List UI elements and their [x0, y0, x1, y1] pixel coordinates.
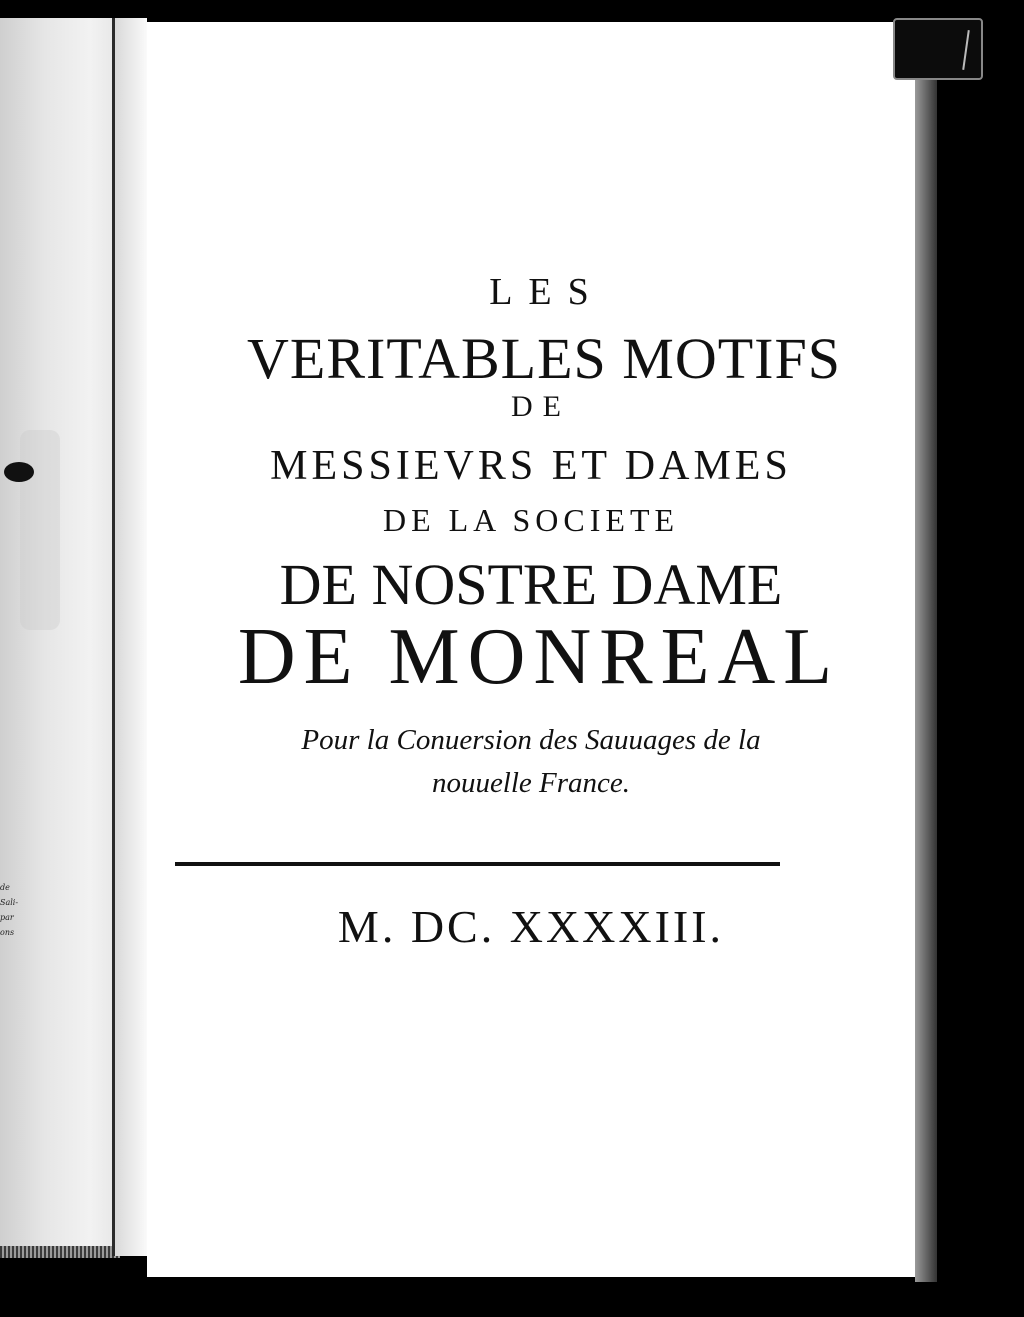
margin-note-line: par: [0, 913, 14, 922]
horizontal-rule: [175, 862, 780, 866]
title-line-de-nostre-dame: DE NOSTRE DAME: [279, 552, 783, 617]
left-facing-page: [0, 18, 112, 1256]
subtitle-line-2: nouuelle France.: [431, 767, 631, 799]
title-line-messieurs-et-dames: MESSIEVRS ET DAMES: [270, 443, 792, 489]
title-line-de: DE: [511, 390, 571, 423]
title-line-de-monreal: DE MONREAL: [237, 613, 841, 701]
title-line-les: LES: [489, 271, 605, 313]
margin-note-line: ons: [0, 928, 15, 937]
publication-date: M. DC. XXXXIII.: [337, 901, 725, 952]
margin-note-line: Sali-: [0, 898, 19, 907]
left-page-fold-shadow: [20, 430, 60, 630]
book-spine-strip: [0, 1246, 120, 1258]
title-line-de-la-societe: DE LA SOCIETE: [382, 502, 680, 538]
page-clip: [893, 18, 983, 80]
left-margin-note: [0, 880, 20, 940]
gutter-shadow: [115, 18, 147, 1256]
left-page-ink-mark: [4, 462, 34, 482]
subtitle-line-1: Pour la Conuersion des Sauuages de la: [301, 724, 761, 756]
margin-note-line: de: [0, 883, 10, 892]
title-line-veritables-motifs: VERITABLES MOTIFS: [247, 326, 841, 391]
